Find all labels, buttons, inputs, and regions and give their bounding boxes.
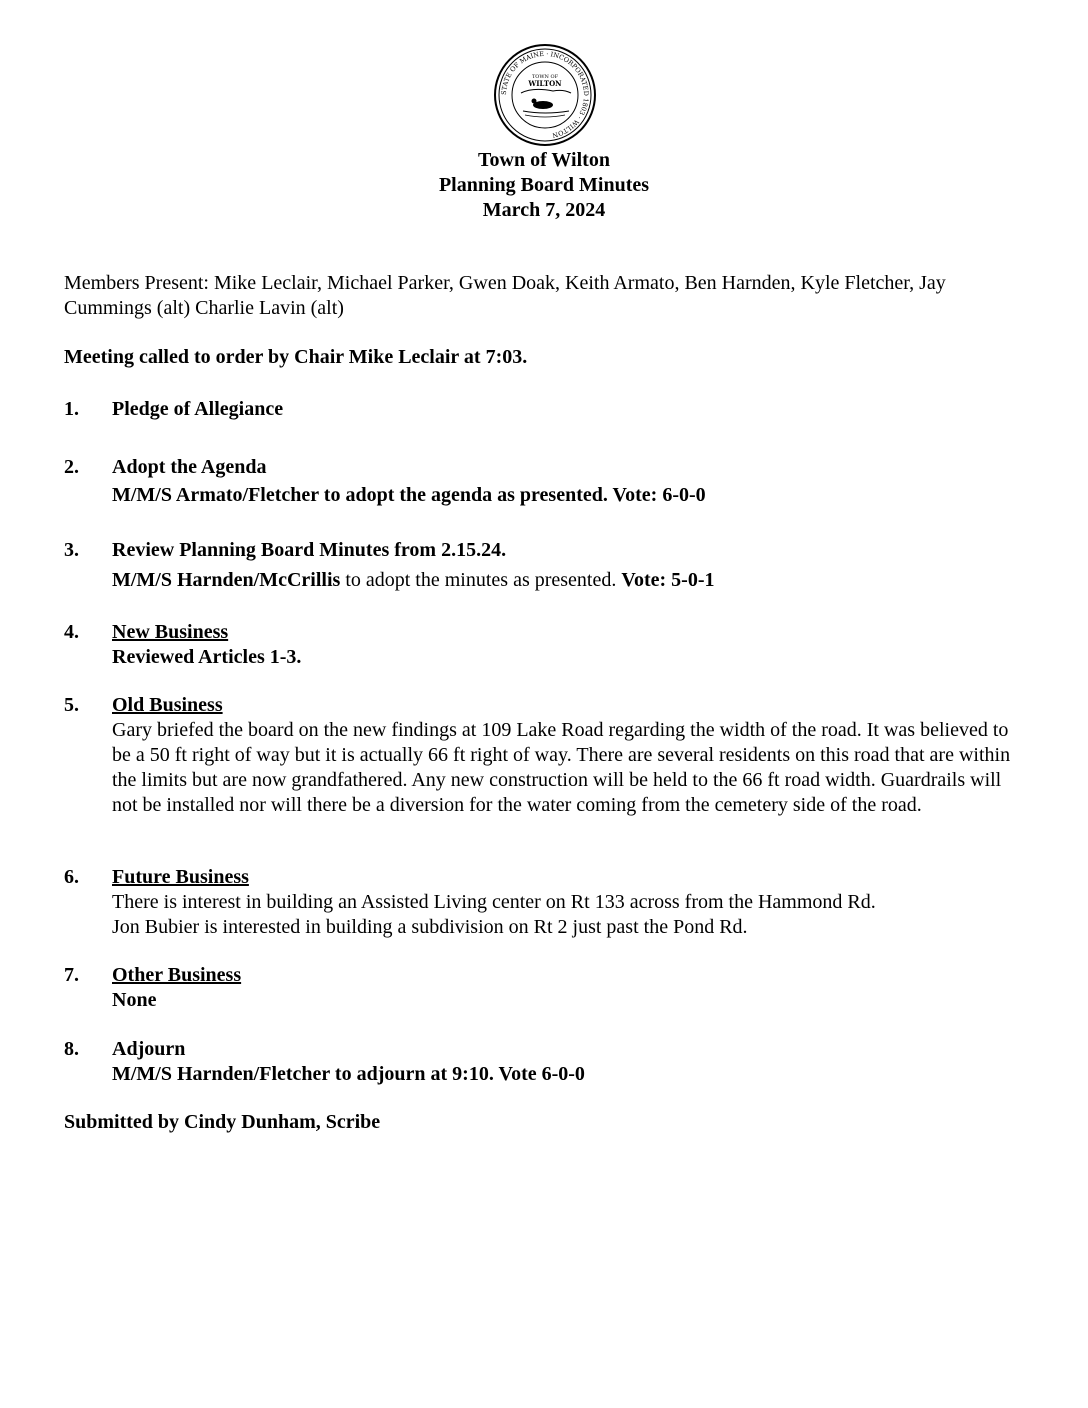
item-title: Adopt the Agenda <box>112 456 267 478</box>
item-number: 8. <box>64 1038 79 1060</box>
item-number: 3. <box>64 539 79 561</box>
item-title: New Business <box>112 621 229 643</box>
agenda-item-2 <box>64 455 1024 508</box>
seal-ring-text: STATE OF MAINE · INCORPORATED 1803 · WILTON <box>499 49 591 140</box>
motion-text: to adopt the minutes as presented. <box>340 569 622 591</box>
motion-mover: M/M/S Harnden/McCrillis <box>112 569 341 591</box>
document-title: Planning Board Minutes <box>438 174 650 196</box>
agenda-item-8 <box>64 1037 1024 1087</box>
item-title: Adjourn <box>112 1038 186 1060</box>
seal-top-text: TOWN OF <box>531 74 559 80</box>
members-present: Members Present: Mike Leclair, Michael Parker, Gwen Doak, Keith Armato, Ben Harnden, Kyle Fletcher, Jay Cummings (alt) Charlie Lavin (alt) <box>64 272 946 319</box>
item-number: 2. <box>64 456 79 478</box>
item-title: Future Business <box>112 866 249 888</box>
agenda-item-7 <box>64 963 1024 1013</box>
agenda-item-1 <box>64 397 1024 422</box>
town-name: Town of Wilton <box>478 149 610 171</box>
item-title: Pledge of Allegiance <box>112 398 284 420</box>
item-number: 4. <box>64 621 79 643</box>
item-detail: None <box>112 989 157 1011</box>
item-number: 7. <box>64 964 79 986</box>
agenda-item-5 <box>64 693 1024 818</box>
motion: M/M/S Harnden/Fletcher to adjourn at 9:10. Vote 6-0-0 <box>112 1063 585 1085</box>
item-detail: There is interest in building an Assisted Living center on Rt 133 across from the Hammond Rd. <box>112 891 876 913</box>
item-number: 5. <box>64 694 79 716</box>
item-detail: Gary briefed the board on the new findings at 109 Lake Road regarding the width of the road. It was believed to be a 50 ft right of way but it is actually 66 ft right of way. There are several residents on this road that are within the limits but are now grandfathered. Any new construction will be held to the 66 ft road width. Guardrails will not be installed nor will there be a diversion for the water coming from the cemetery side of the road. <box>112 719 1011 816</box>
meeting-date: March 7, 2024 <box>482 199 606 221</box>
submitted-by: Submitted by Cindy Dunham, Scribe <box>64 1111 381 1133</box>
motion <box>112 568 1024 593</box>
item-detail: Reviewed Articles 1-3. <box>112 646 302 668</box>
vote: Vote: 5-0-1 <box>621 569 715 591</box>
motion: M/M/S Armato/Fletcher to adopt the agenda as presented. Vote: 6-0-0 <box>112 484 706 506</box>
item-title: Review Planning Board Minutes from 2.15.24. <box>112 539 507 561</box>
agenda-item-3 <box>64 538 1024 593</box>
item-number: 1. <box>64 398 79 420</box>
svg-text:STATE OF MAINE · INCORPORATED <box>500 50 590 139</box>
document-header <box>0 148 1088 223</box>
town-seal <box>493 43 597 147</box>
agenda-item-4 <box>64 620 1024 670</box>
item-title: Old Business <box>112 694 223 716</box>
item-title: Other Business <box>112 964 242 986</box>
called-to-order: Meeting called to order by Chair Mike Leclair at 7:03. <box>64 346 528 368</box>
agenda-item-6 <box>64 865 1024 940</box>
item-detail: Jon Bubier is interested in building a subdivision on Rt 2 just past the Pond Rd. <box>112 916 748 938</box>
seal-center-text: WILTON <box>528 79 562 88</box>
item-number: 6. <box>64 866 79 888</box>
